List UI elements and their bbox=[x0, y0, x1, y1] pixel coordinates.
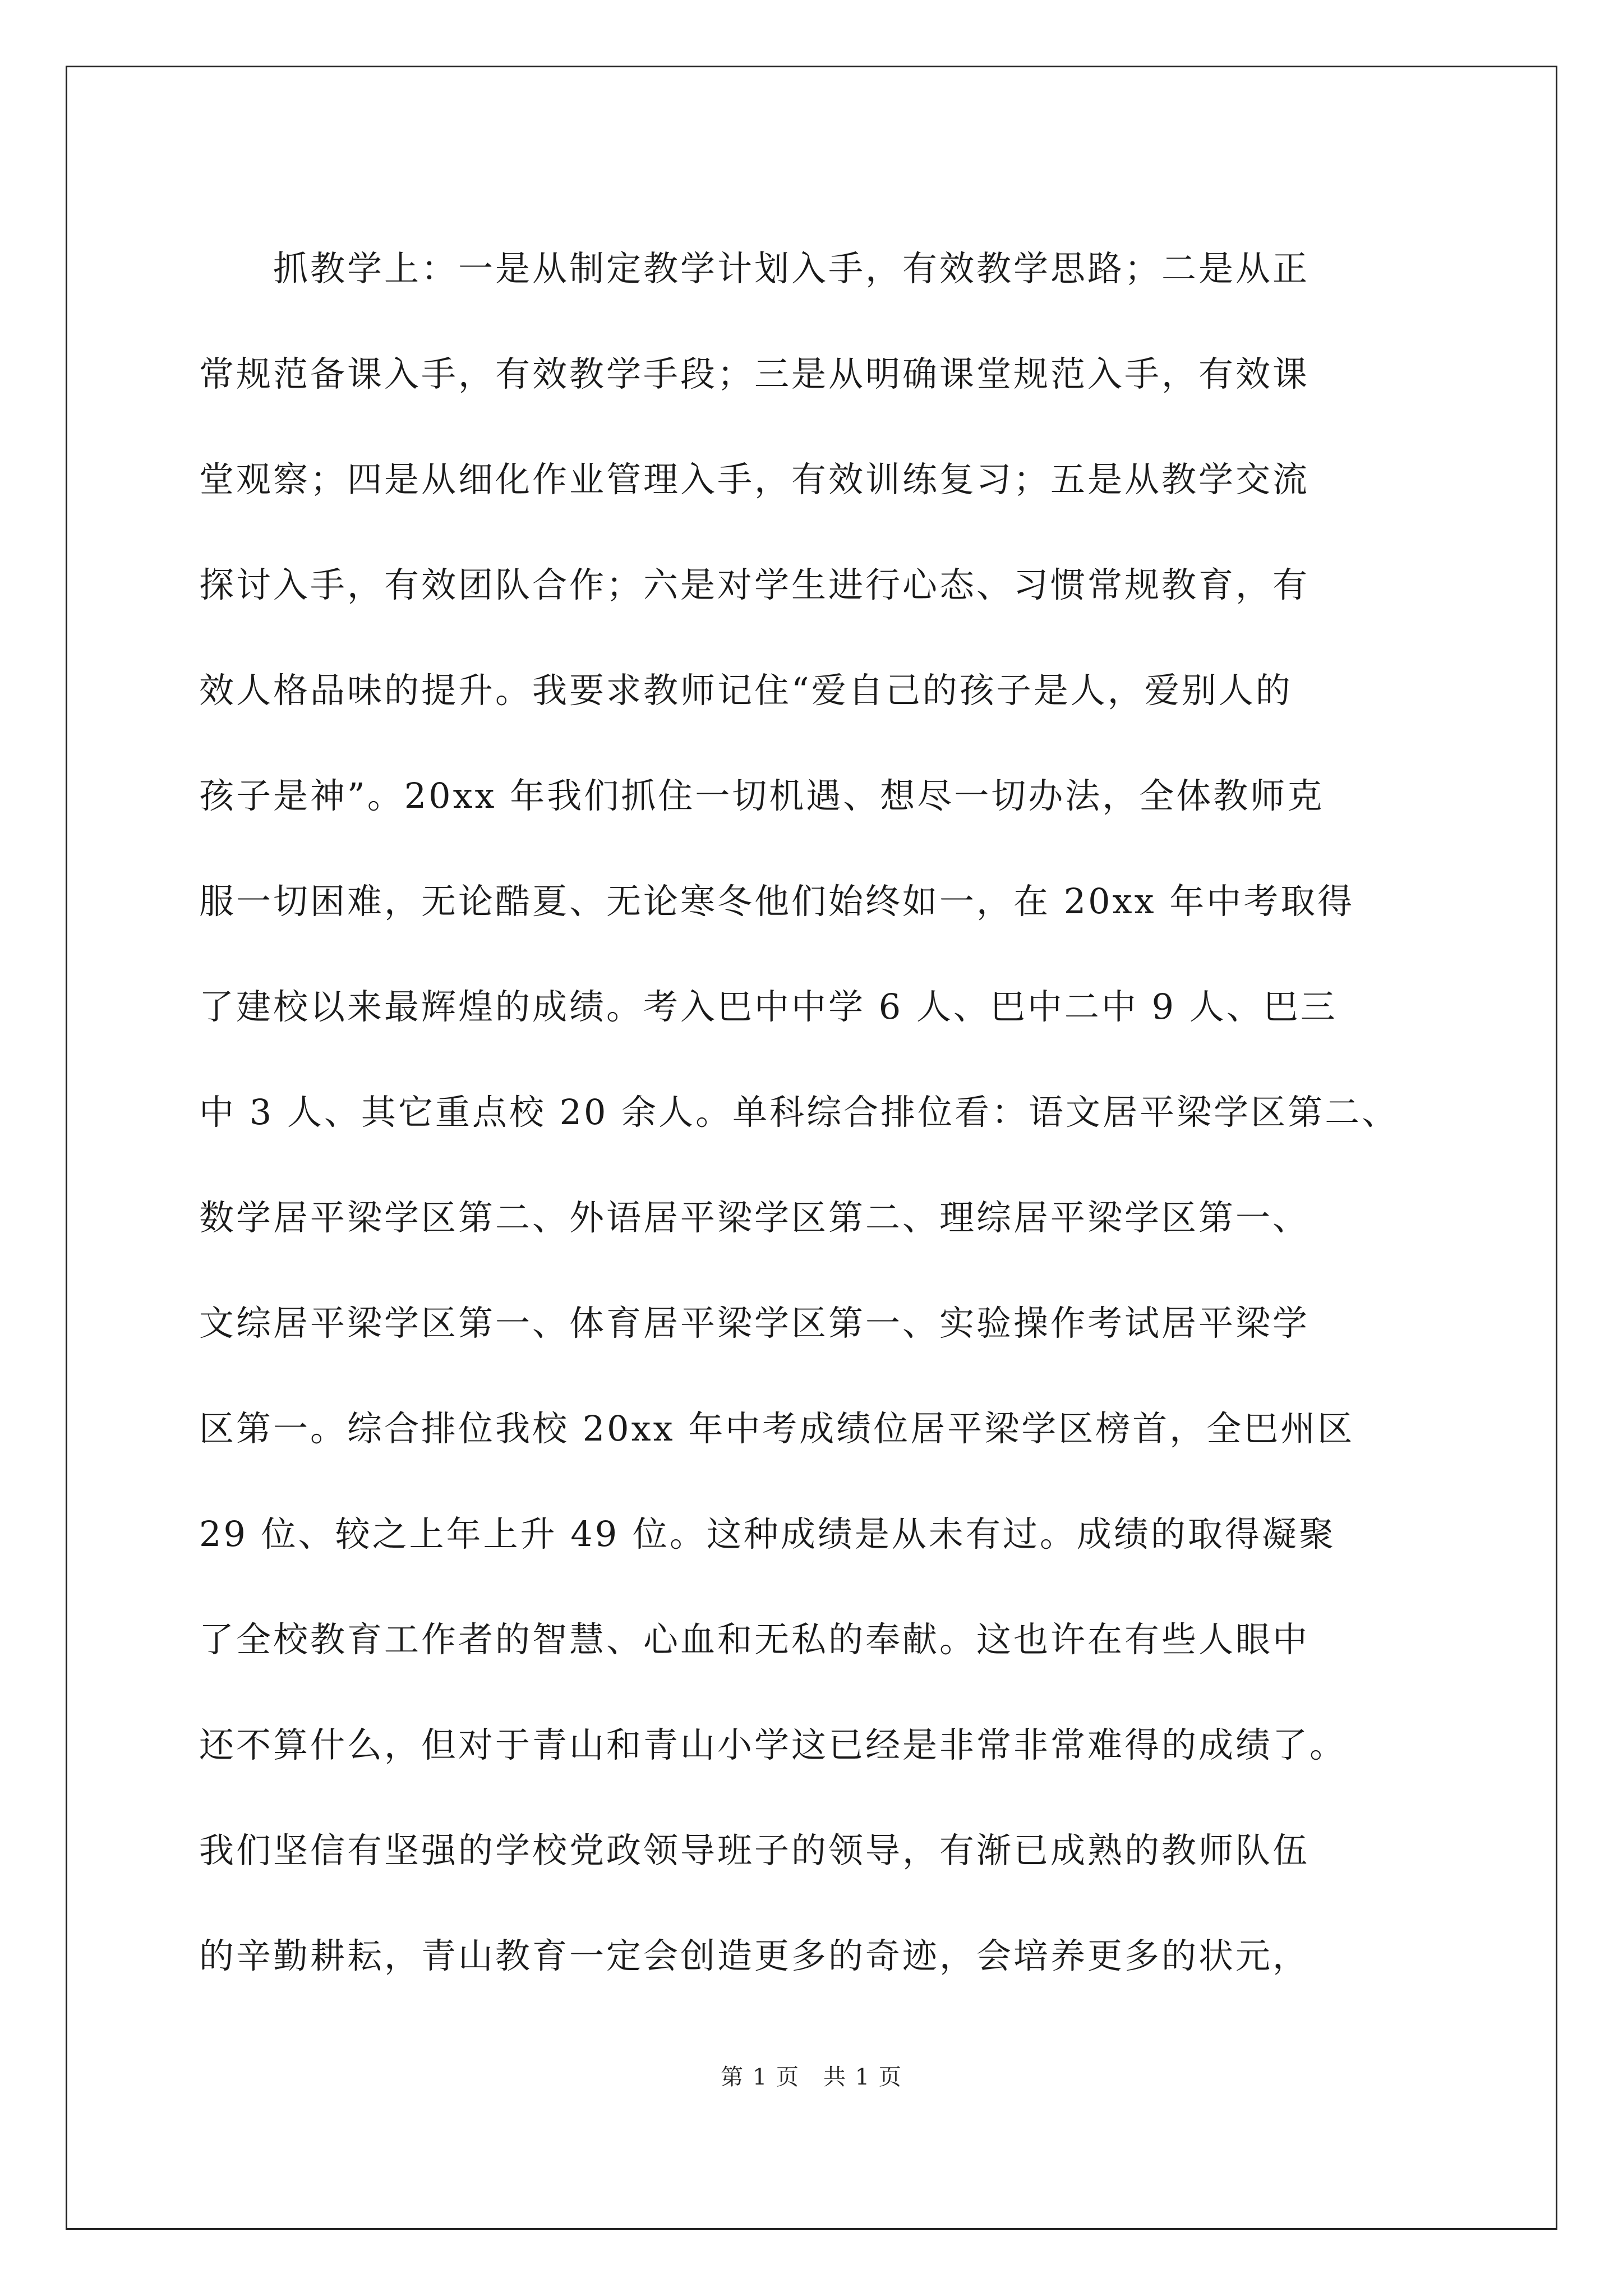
text-line-2: 常规范备课入手，有效教学手段；三是从明确课堂规范入手，有效课 bbox=[199, 353, 1310, 394]
text-line-15: 还不算什么，但对于青山和青山小学这已经是非常非常难得的成绩了。 bbox=[199, 1724, 1347, 1765]
text-line-14: 了全校教育工作者的智慧、心血和无私的奉献。这也许在有些人眼中 bbox=[199, 1619, 1310, 1660]
text-line-9: 中 3 人、其它重点校 20 余人。单科综合排位看：语文居平梁学区第二、 bbox=[199, 1092, 1399, 1133]
text-line-7: 服一切困难，无论酷夏、无论寒冬他们始终如一，在 20xx 年中考取得 bbox=[199, 881, 1355, 922]
text-line-8: 了建校以来最辉煌的成绩。考入巴中中学 6 人、巴中二中 9 人、巴三 bbox=[199, 986, 1338, 1027]
text-line-12: 区第一。综合排位我校 20xx 年中考成绩位居平梁学区榜首，全巴州区 bbox=[199, 1408, 1355, 1449]
text-line-3: 堂观察；四是从细化作业管理入手，有效训练复习；五是从教学交流 bbox=[199, 459, 1310, 500]
text-line-11: 文综居平梁学区第一、体育居平梁学区第一、实验操作考试居平梁学 bbox=[199, 1303, 1310, 1343]
text-line-5: 效人格品味的提升。我要求教师记住“爱自己的孩子是人，爱别人的 bbox=[199, 670, 1293, 711]
text-line-6: 孩子是神”。20xx 年我们抓住一切机遇、想尽一切办法，全体教师克 bbox=[199, 775, 1325, 816]
text-line-4: 探讨入手，有效团队合作；六是对学生进行心态、习惯常规教育，有 bbox=[199, 564, 1310, 605]
text-line-1: 抓教学上：一是从制定教学计划入手，有效教学思路；二是从正 bbox=[199, 248, 1310, 289]
text-line-17: 的辛勤耕耘，青山教育一定会创造更多的奇迹，会培养更多的状元， bbox=[199, 1935, 1310, 1976]
text-line-13: 29 位、较之上年上升 49 位。这种成绩是从未有过。成绩的取得凝聚 bbox=[199, 1513, 1336, 1554]
text-line-10: 数学居平梁学区第二、外语居平梁学区第二、理综居平梁学区第一、 bbox=[199, 1197, 1310, 1238]
page-number-footer: 第 1 页 共 1 页 bbox=[721, 2064, 902, 2090]
text-line-16: 我们坚信有坚强的学校党政领导班子的领导，有渐已成熟的教师队伍 bbox=[199, 1830, 1310, 1871]
body-paragraph bbox=[199, 216, 1433, 2009]
